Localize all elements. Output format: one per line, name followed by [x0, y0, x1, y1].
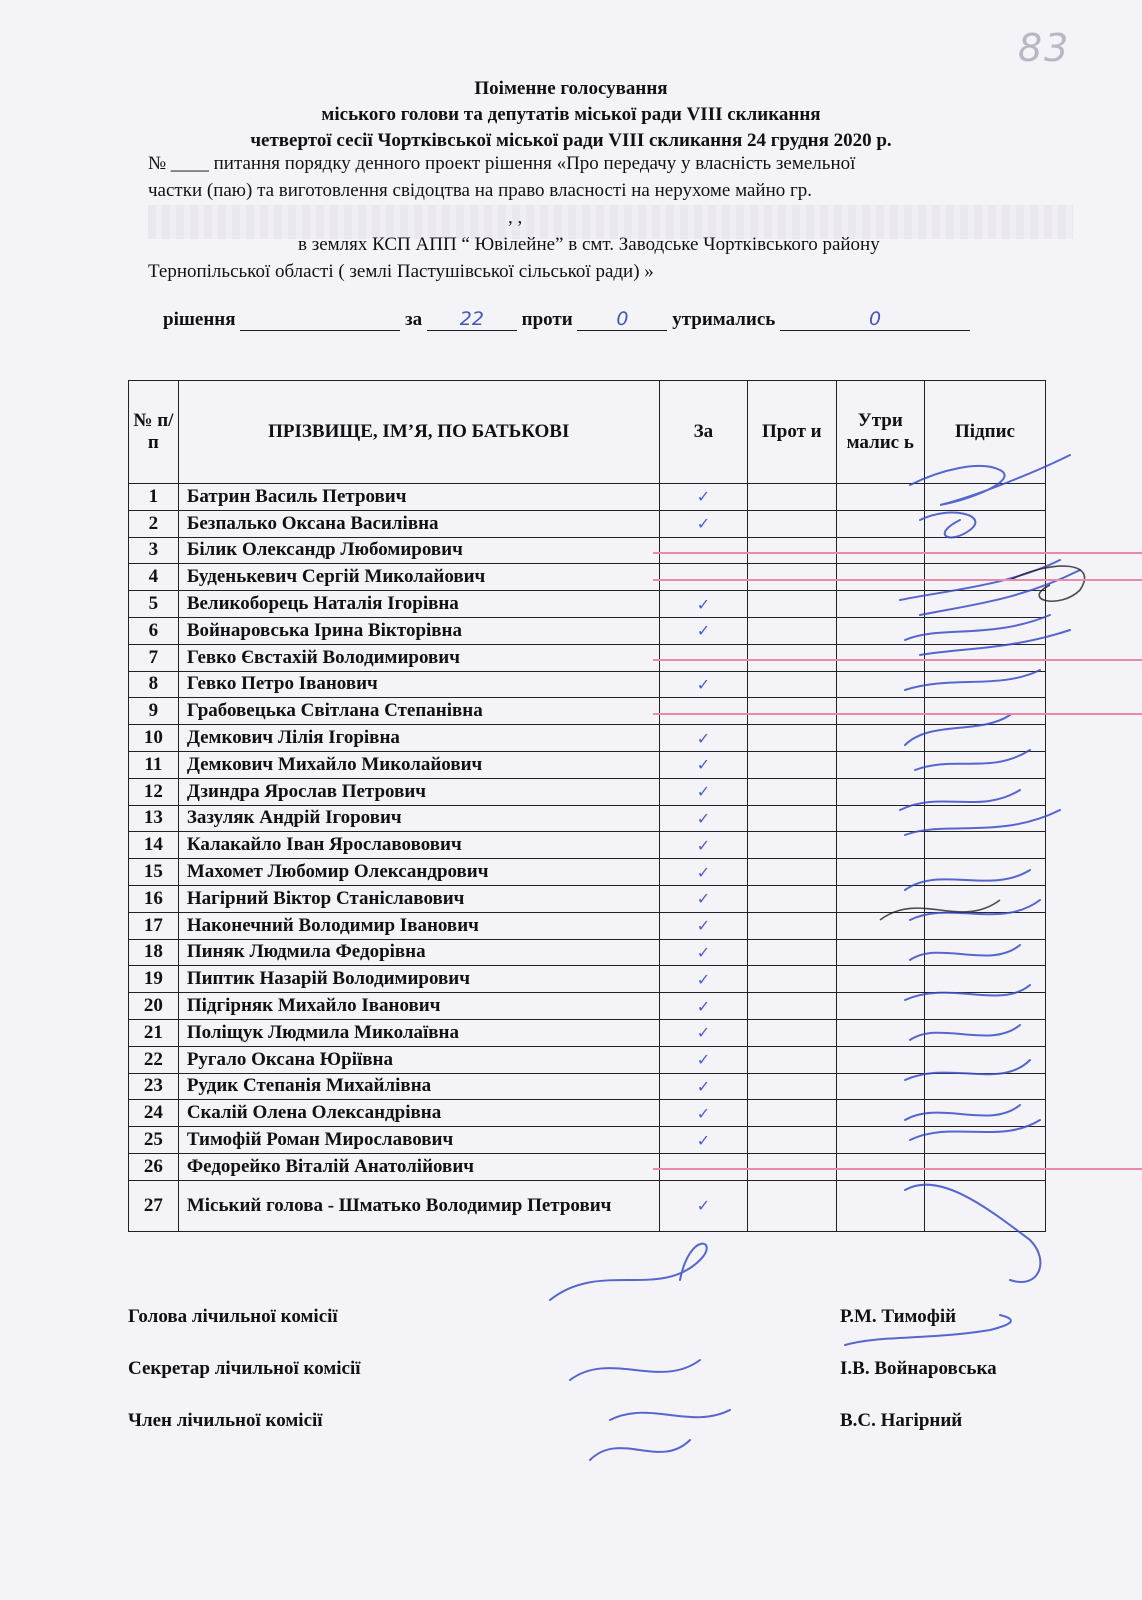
row-number: 14: [129, 832, 179, 859]
vote-against: [748, 993, 836, 1020]
signature-cell: [924, 671, 1045, 698]
deputy-name: Войнаровська Ірина Вікторівна: [178, 617, 659, 644]
deputy-name: Поліщук Людмила Миколаївна: [178, 1019, 659, 1046]
vote-abstained: [836, 484, 924, 511]
vote-abstained: [836, 885, 924, 912]
signature-cell: [924, 832, 1045, 859]
table-row: [129, 1046, 1046, 1073]
table-row: [129, 1127, 1046, 1154]
row-number: 7: [129, 644, 179, 671]
vote-against: [748, 966, 836, 993]
vote-against: [748, 805, 836, 832]
agenda-line-5: Тернопільської області ( землі Пастушівської сільської ради) »: [148, 261, 654, 282]
vote-for: ✓: [659, 859, 747, 886]
table-header-row: [129, 381, 1046, 484]
row-number: 19: [129, 966, 179, 993]
vote-abstained: [836, 1127, 924, 1154]
signature-cell: [924, 725, 1045, 752]
secretary-label: Секретар лічильної комісії: [128, 1358, 361, 1379]
for-label: за: [405, 309, 423, 330]
header-against: Прот и: [748, 381, 836, 484]
abstained-count: 0: [780, 308, 970, 331]
row-number: 16: [129, 885, 179, 912]
signature-cell: [924, 1046, 1045, 1073]
signature-cell: [924, 1073, 1045, 1100]
vote-against: [748, 510, 836, 537]
signature-cell: [924, 698, 1045, 725]
absent-strike-line: [653, 713, 1142, 715]
table-row: [129, 591, 1046, 618]
vote-against: [748, 751, 836, 778]
deputy-name: Махомет Любомир Олександрович: [178, 859, 659, 886]
signature-cell: [924, 912, 1045, 939]
vote-abstained: [836, 1019, 924, 1046]
row-number: 10: [129, 725, 179, 752]
vote-against: [748, 617, 836, 644]
vote-for: ✓: [659, 805, 747, 832]
vote-for: ✓: [659, 993, 747, 1020]
vote-abstained: [836, 1100, 924, 1127]
agenda-line-2: частки (паю) та виготовлення свідоцтва на право власності на нерухоме майно гр.: [148, 180, 813, 201]
table-row: [129, 966, 1046, 993]
vote-abstained: [836, 1153, 924, 1180]
deputy-name: Калакайло Іван Ярославовович: [178, 832, 659, 859]
row-number: 13: [129, 805, 179, 832]
row-number: 15: [129, 859, 179, 886]
vote-for: ✓: [659, 617, 747, 644]
signature-cell: [924, 778, 1045, 805]
table-row: [129, 939, 1046, 966]
vote-abstained: [836, 751, 924, 778]
vote-against: [748, 778, 836, 805]
row-number: 21: [129, 1019, 179, 1046]
deputy-name: Тимофій Роман Мирославович: [178, 1127, 659, 1154]
deputy-name: Грабовецька Світлана Степанівна: [178, 698, 659, 725]
deputy-name: Демкович Лілія Ігорівна: [178, 725, 659, 752]
agenda-line-1: № ____ питання порядку денного проект рішення «Про передачу у власність земельної: [148, 153, 856, 174]
vote-abstained: [836, 671, 924, 698]
row-number: 23: [129, 1073, 179, 1100]
table-row: [129, 832, 1046, 859]
decision-blank: [240, 308, 400, 331]
deputy-name: Пиптик Назарій Володимирович: [178, 966, 659, 993]
vote-for: ✓: [659, 1073, 747, 1100]
vote-against: [748, 725, 836, 752]
deputy-name: Рудик Степанія Михайлівна: [178, 1073, 659, 1100]
chair-name: Р.М. Тимофій: [840, 1306, 957, 1327]
against-count: 0: [577, 308, 667, 331]
vote-against: [748, 832, 836, 859]
vote-for: ✓: [659, 484, 747, 511]
decision-label: рішення: [163, 309, 236, 330]
row-number: 2: [129, 510, 179, 537]
vote-against: [748, 1073, 836, 1100]
signature-cell: [924, 1127, 1045, 1154]
header-for: За: [659, 381, 747, 484]
deputy-name: Буденькевич Сергій Миколайович: [178, 564, 659, 591]
vote-abstained: [836, 1073, 924, 1100]
vote-abstained: [836, 725, 924, 752]
page-number: 83: [1018, 26, 1071, 70]
row-number: 6: [129, 617, 179, 644]
table-row: [129, 1100, 1046, 1127]
vote-against: [748, 1100, 836, 1127]
member-label: Член лічильної комісії: [128, 1410, 323, 1431]
signature-cell: [924, 1153, 1045, 1180]
vote-against: [748, 644, 836, 671]
deputy-name: Великоборець Наталія Ігорівна: [178, 591, 659, 618]
table-row: [129, 617, 1046, 644]
vote-abstained: [836, 859, 924, 886]
vote-for: ✓: [659, 751, 747, 778]
table-row: [129, 1153, 1046, 1180]
vote-for: ✓: [659, 725, 747, 752]
vote-against: [748, 1019, 836, 1046]
row-number: 25: [129, 1127, 179, 1154]
signature-cell: [924, 859, 1045, 886]
member-name: В.С. Нагірний: [840, 1410, 963, 1431]
deputy-name: Нагірний Віктор Станіславович: [178, 885, 659, 912]
deputy-name: Скалій Олена Олександрівна: [178, 1100, 659, 1127]
vote-for: [659, 698, 747, 725]
deputy-name: Наконечний Володимир Іванович: [178, 912, 659, 939]
deputy-name: Гевко Петро Іванович: [178, 671, 659, 698]
vote-against: [748, 1127, 836, 1154]
session-line: четвертої сесії Чортківської міської ради VIII скликання 24 грудня 2020 р.: [250, 130, 892, 151]
agenda-line-3: , ,: [508, 207, 523, 228]
vote-against: [748, 564, 836, 591]
header-num: № п/п: [129, 381, 179, 484]
row-number: 17: [129, 912, 179, 939]
signature-cell: [924, 993, 1045, 1020]
vote-abstained: [836, 1180, 924, 1231]
deputy-name: Міський голова - Шматько Володимир Петрович: [178, 1180, 659, 1231]
vote-abstained: [836, 510, 924, 537]
vote-against: [748, 859, 836, 886]
chair-label: Голова лічильної комісії: [128, 1306, 338, 1327]
row-number: 8: [129, 671, 179, 698]
table-row: [129, 885, 1046, 912]
vote-for: [659, 644, 747, 671]
table-row: [129, 859, 1046, 886]
vote-for: ✓: [659, 832, 747, 859]
vote-against: [748, 1153, 836, 1180]
row-number: 12: [129, 778, 179, 805]
row-number: 5: [129, 591, 179, 618]
vote-abstained: [836, 698, 924, 725]
row-number: 26: [129, 1153, 179, 1180]
vote-against: [748, 671, 836, 698]
table-row: [129, 537, 1046, 564]
vote-for: ✓: [659, 1100, 747, 1127]
vote-abstained: [836, 805, 924, 832]
roll-call-table: [128, 380, 1046, 1232]
deputy-name: Білик Олександр Любомирович: [178, 537, 659, 564]
abstained-label: утримались: [672, 309, 776, 330]
vote-abstained: [836, 591, 924, 618]
signature-cell: [924, 1180, 1045, 1231]
vote-for: ✓: [659, 778, 747, 805]
signature-cell: [924, 751, 1045, 778]
vote-for: ✓: [659, 966, 747, 993]
document-subtitle: міського голови та депутатів міської ради VIII скликання: [321, 104, 821, 125]
row-number: 11: [129, 751, 179, 778]
vote-against: [748, 484, 836, 511]
table-row: [129, 564, 1046, 591]
vote-against: [748, 537, 836, 564]
deputy-name: Федорейко Віталій Анатолійович: [178, 1153, 659, 1180]
vote-abstained: [836, 644, 924, 671]
vote-against: [748, 591, 836, 618]
table-row: [129, 805, 1046, 832]
row-number: 18: [129, 939, 179, 966]
vote-against: [748, 885, 836, 912]
document-title: Поіменне голосування: [474, 78, 668, 99]
agenda-line-4: в землях КСП АПП “ Ювілейне” в смт. Заводське Чортківського району: [298, 234, 880, 255]
table-row: [129, 671, 1046, 698]
deputy-name: Пиняк Людмила Федорівна: [178, 939, 659, 966]
row-number: 9: [129, 698, 179, 725]
signature-cell: [924, 510, 1045, 537]
signature-cell: [924, 966, 1045, 993]
signature-cell: [924, 939, 1045, 966]
vote-against: [748, 912, 836, 939]
signature-cell: [924, 591, 1045, 618]
signature-cell: [924, 885, 1045, 912]
row-number: 1: [129, 484, 179, 511]
table-row: [129, 1180, 1046, 1231]
deputy-name: Безпалько Оксана Василівна: [178, 510, 659, 537]
vote-abstained: [836, 617, 924, 644]
table-row: [129, 778, 1046, 805]
signature-cell: [924, 537, 1045, 564]
table-row: [129, 1073, 1046, 1100]
vote-for: ✓: [659, 1019, 747, 1046]
vote-for: [659, 1153, 747, 1180]
deputy-name: Батрин Василь Петрович: [178, 484, 659, 511]
vote-abstained: [836, 832, 924, 859]
signature-cell: [924, 1100, 1045, 1127]
table-row: [129, 510, 1046, 537]
vote-against: [748, 698, 836, 725]
absent-strike-line: [653, 659, 1142, 661]
row-number: 27: [129, 1180, 179, 1231]
deputy-name: Дзиндра Ярослав Петрович: [178, 778, 659, 805]
table-row: [129, 912, 1046, 939]
header-name: ПРІЗВИЩЕ, ІМ’Я, ПО БАТЬКОВІ: [178, 381, 659, 484]
vote-for: ✓: [659, 939, 747, 966]
table-row: [129, 751, 1046, 778]
signature-cell: [924, 644, 1045, 671]
for-count: 22: [427, 308, 517, 331]
deputy-name: Демкович Михайло Миколайович: [178, 751, 659, 778]
vote-against: [748, 939, 836, 966]
table-row: [129, 644, 1046, 671]
vote-abstained: [836, 993, 924, 1020]
vote-for: ✓: [659, 591, 747, 618]
signature-cell: [924, 1019, 1045, 1046]
vote-against: [748, 1046, 836, 1073]
table-row: [129, 725, 1046, 752]
header-signature: Підпис: [924, 381, 1045, 484]
against-label: проти: [521, 309, 573, 330]
vote-abstained: [836, 939, 924, 966]
vote-against: [748, 1180, 836, 1231]
secretary-name: І.В. Войнаровська: [840, 1358, 997, 1379]
vote-for: [659, 537, 747, 564]
table-row: [129, 993, 1046, 1020]
table-row: [129, 698, 1046, 725]
vote-abstained: [836, 966, 924, 993]
signature-cell: [924, 564, 1045, 591]
vote-for: ✓: [659, 885, 747, 912]
header-abstained: Утри малис ь: [836, 381, 924, 484]
table-row: [129, 484, 1046, 511]
absent-strike-line: [653, 1168, 1142, 1170]
deputy-name: Ругало Оксана Юріївна: [178, 1046, 659, 1073]
deputy-name: Підгірняк Михайло Іванович: [178, 993, 659, 1020]
deputy-name: Гевко Євстахій Володимирович: [178, 644, 659, 671]
row-number: 24: [129, 1100, 179, 1127]
table-row: [129, 1019, 1046, 1046]
signature-cell: [924, 617, 1045, 644]
signature-cell: [924, 484, 1045, 511]
vote-for: ✓: [659, 1180, 747, 1231]
vote-abstained: [836, 564, 924, 591]
row-number: 4: [129, 564, 179, 591]
vote-for: [659, 564, 747, 591]
absent-strike-line: [653, 579, 1142, 581]
vote-abstained: [836, 1046, 924, 1073]
vote-for: ✓: [659, 912, 747, 939]
vote-abstained: [836, 912, 924, 939]
vote-for: ✓: [659, 510, 747, 537]
vote-for: ✓: [659, 1127, 747, 1154]
absent-strike-line: [653, 552, 1142, 554]
signature-cell: [924, 805, 1045, 832]
vote-abstained: [836, 778, 924, 805]
row-number: 22: [129, 1046, 179, 1073]
row-number: 3: [129, 537, 179, 564]
vote-for: ✓: [659, 1046, 747, 1073]
decision-summary: [163, 308, 1063, 331]
vote-for: ✓: [659, 671, 747, 698]
row-number: 20: [129, 993, 179, 1020]
deputy-name: Зазуляк Андрій Ігорович: [178, 805, 659, 832]
vote-abstained: [836, 537, 924, 564]
